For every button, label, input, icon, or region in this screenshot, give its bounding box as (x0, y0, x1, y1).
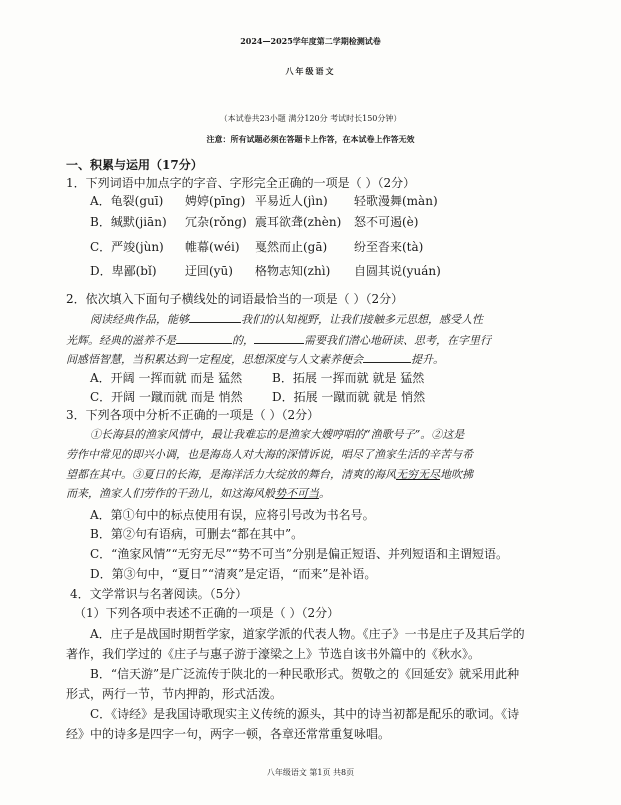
q3-option-c: C．“渔家风情”“无穷无尽”“势不可当”分别是偏正短语、并列短语和主谓短语。 (90, 547, 508, 561)
q4-sub1-stem: （1）下列各项中表述不正确的一项是（ ）（2分） (74, 606, 340, 620)
q1-d-1: D．卑鄙(bǐ) (90, 264, 157, 278)
q1-c-3: 戛然而止(gā) (255, 240, 328, 254)
q3-option-b: B．第②句有语病，可删去“都在其中”。 (90, 527, 304, 541)
q1-d-2: 迂回(yū) (185, 264, 233, 278)
q2-p2-a: 光辉。经典的滋养不是 (66, 334, 176, 347)
q4-option-c-line-2: 经》中的诗多是四字一句，两字一顿，各章还常常重复咏唱。 (66, 727, 391, 741)
q1-b-3: 震耳欲聋(zhèn) (255, 215, 342, 229)
q1-b-4: 怒不可遏(è) (354, 215, 419, 229)
q4-option-c-line-1: C．《诗经》是我国诗歌现实主义传统的源头，其中的诗当初都是配乐的歌词。《诗 (90, 707, 520, 721)
q4-option-a-line-1: A．庄子是战国时期哲学家，道家学派的代表人物。《庄子》一书是庄子及其后学的 (90, 627, 525, 641)
q4-option-a-line-2: 著作，我们学过的《庄子与惠子游于濠梁之上》节选自该书外篇中的《秋水》。 (66, 647, 481, 661)
q1-d-4: 自圆其说(yuán) (354, 264, 441, 278)
q2-option-a: A．开阔 一挥而就 而是 猛然 (90, 371, 243, 385)
q1-a-4: 轻歌漫舞(màn) (354, 194, 438, 208)
q3-underlined-wuqiongwujin: 无穷无尽 (396, 468, 440, 481)
q2-stem: 2．依次填入下面句子横线处的词语最恰当的一项是（ ）（2分） (66, 292, 404, 306)
q4-option-b-line-2: 形式，两行一节，节内押韵，形式活泼。 (66, 687, 283, 701)
q2-p1-a: 阅读经典作品，能够 (90, 313, 189, 326)
q3-passage-line-3 (66, 466, 473, 482)
q2-p2-c: 需要我们潜心地研读、思考，在字里行 (304, 334, 491, 347)
notice: 注意：所有试题必须在答题卡上作答，在本试卷上作答无效 (206, 134, 415, 144)
q3-underlined-shibukedang: 势不可当 (275, 487, 319, 500)
q1-a-2: 娉婷(pīng) (185, 194, 246, 208)
exam-info: （本试卷共23小题 满分120分 考试时长150分钟） (219, 114, 402, 123)
q2-passage-line-3 (66, 350, 444, 367)
q2-p1-b: 我们的认知视野，让我们接触多元思想，感受人性 (241, 313, 483, 326)
q3-passage-line-4 (66, 485, 330, 501)
q1-b-2: 冗杂(rǒng) (185, 215, 247, 229)
exam-title: 2024—2025学年度第二学期检测试卷 (240, 36, 381, 46)
q1-b-1: B．缄默(jiān) (90, 215, 167, 229)
q1-d-3: 格物志知(zhì) (255, 264, 331, 278)
q2-p3-b: 提升。 (411, 353, 444, 366)
q1-a-1: A．龟裂(guī) (90, 194, 164, 208)
q2-passage-line-2 (66, 331, 491, 348)
q1-stem: 1．下列词语中加点字的字音、字形完全正确的一项是（ ）（2分） (66, 176, 416, 190)
q3-option-a: A．第①句中的标点使用有误，应将引号改为书名号。 (90, 508, 375, 522)
q1-a-3: 平易近人(jìn) (255, 194, 328, 208)
q2-option-b: B．拓展 一挥而就 就是 猛然 (272, 371, 425, 385)
q3-p3-c: 地吹拂 (440, 468, 473, 481)
subject-title: 八年级语文 (285, 66, 336, 76)
q2-passage-line-1 (90, 310, 483, 327)
page-footer: 八年级语文 第1页 共8页 (266, 768, 355, 777)
q2-blank-4 (363, 350, 411, 363)
q2-option-c: C．开阔 一蹴而就 而是 悄然 (90, 390, 243, 404)
q4-stem: 4．文学常识与名著阅读。（5分） (70, 587, 248, 601)
q2-option-d: D．拓展 一蹴而就 就是 悄然 (272, 390, 426, 404)
q3-stem: 3．下列各项中分析不正确的一项是（ ）（2分） (66, 408, 320, 422)
q1-c-1: C．严竣(jùn) (90, 240, 164, 254)
q3-p4-a: 而来，渔家人们劳作的干劲儿，如这海风般 (66, 487, 275, 500)
q2-p3-a: 间感悟智慧，当积累达到一定程度，思想深度与人文素养便会 (66, 353, 363, 366)
q4-option-b-line-1: B．“信天游”是广泛流传于陕北的一种民歌形式。贺敬之的《回延安》就采用此种 (90, 667, 520, 681)
q2-p2-b: 的， (232, 334, 254, 347)
q3-p3-a: 望都在其中。③夏日的长海，是海洋活力大绽放的舞台，清爽的海风 (66, 468, 396, 481)
q2-blank-1 (189, 310, 241, 323)
q3-option-d: D．第③句中，“夏日”“清爽”是定语，“而来”是补语。 (90, 567, 377, 581)
section-title: 一、积累与运用（17分） (66, 158, 203, 172)
q2-blank-3 (254, 331, 304, 344)
q3-passage-line-1: ①长海县的渔家风情中，最让我难忘的是渔家大嫂哼唱的“渔歌号子”。②这是 (90, 428, 465, 441)
q1-c-4: 纷至沓来(tà) (354, 240, 424, 254)
q3-p4-c: 。 (319, 487, 330, 500)
q1-c-2: 帷幕(wéi) (185, 240, 240, 254)
q3-passage-line-2: 劳作中常见的即兴小调，也是海岛人对大海的深情诉说，唱尽了渔家生活的辛苦与希 (66, 448, 473, 461)
q2-blank-2 (176, 331, 232, 344)
